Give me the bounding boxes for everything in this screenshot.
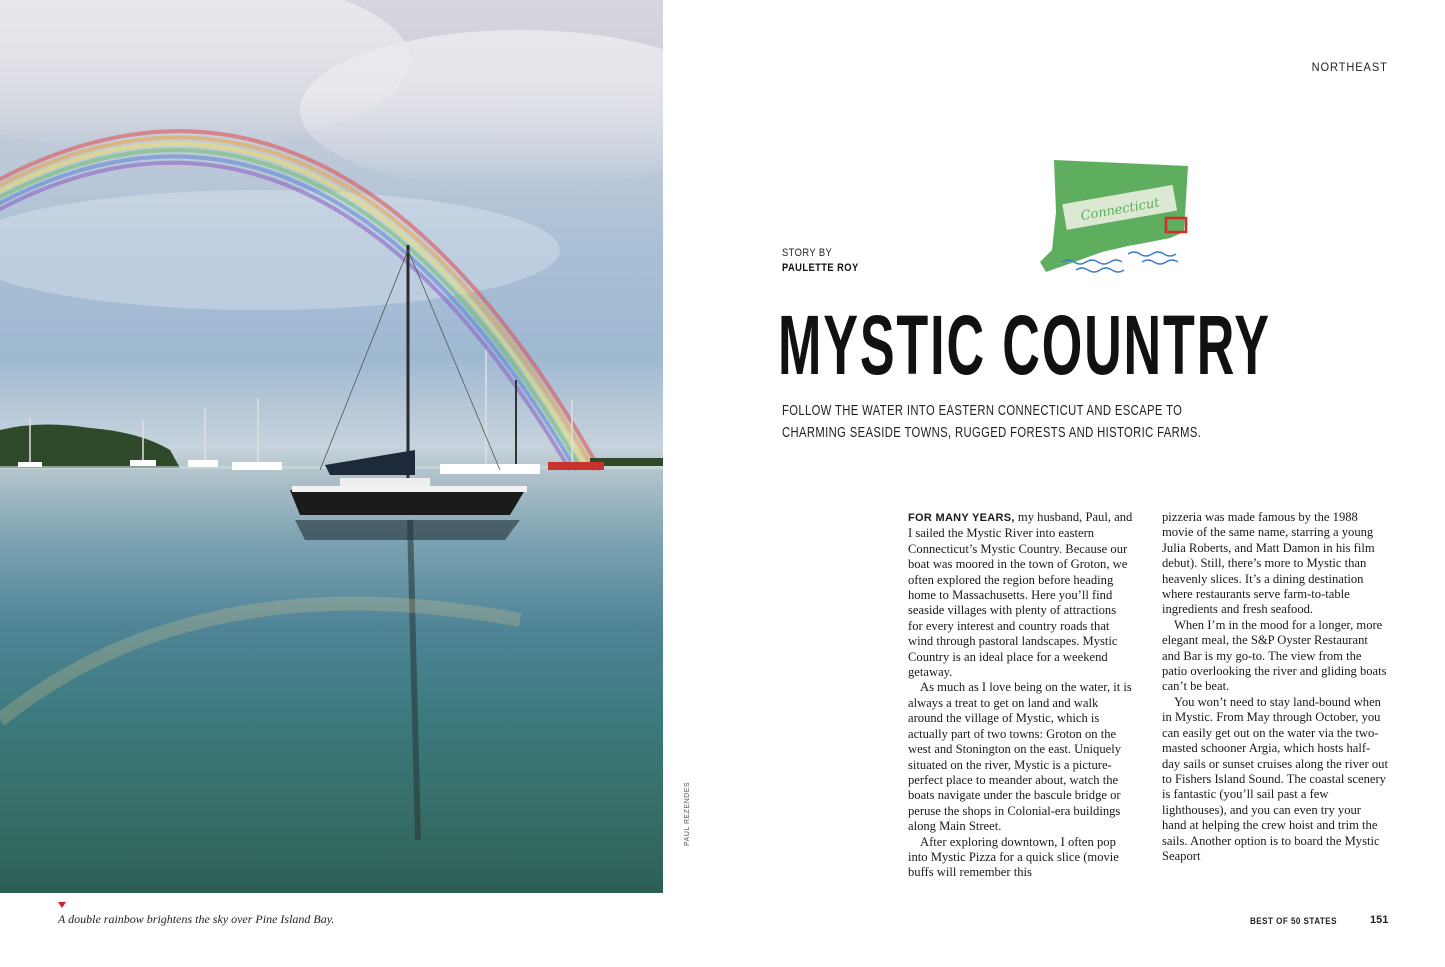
article-dek: FOLLOW THE WATER INTO EASTERN CONNECTICUT AND ESCAPE TO CHARMING SEASIDE TOWNS, RUGGED FORESTS AND HISTORIC FARMS. [782,402,1202,441]
harbor-rainbow-illustration [0,0,663,893]
article-column-2 [1162,510,1388,864]
body-paragraph: FOR MANY YEARS, my husband, Paul, and I sailed the Mystic River into eastern Connecticut’s Mystic Country. Because our boat was moored in the town of Groton, we often explored the region before heading home to Massachusetts. Here you’ll find seaside villages with plenty of attractions for every interest and country roads that wind through pastoral landscapes. Mystic Country is an ideal place for a weekend getaway. [908,510,1133,680]
caption-marker-icon [58,902,66,908]
body-paragraph: You won’t need to stay land-bound when in Mystic. From May through October, you can easily get out on the water via the two-masted schooner Argia, which hosts half-day sails or sunset cruises along the river out to Fishers Island Sound. The coastal scenery is fantastic (you’ll sail past a few lighthouses), and you can even try your hand at helping the crew hoist and trim the sails. Another option is to board the Mystic Seaport [1162,694,1388,863]
body-paragraph: When I’m in the mood for a longer, more elegant meal, the S&P Oyster Restaurant and Bar is my go-to. The view from the patio overlooking the river and gliding boats can’t be beat. [1162,617,1387,694]
connecticut-map-illustration [1032,154,1197,280]
section-label: NORTHEAST [1311,60,1388,74]
byline-label: STORY BY [782,247,833,259]
body-paragraph: After exploring downtown, I often pop into Mystic Pizza for a quick slice (movie buffs will remember this [908,834,1119,880]
article-title: MYSTIC COUNTRY [778,298,1271,392]
article-column-1 [908,510,1133,881]
body-paragraph: As much as I love being on the water, it is always a treat to get on land and walk around the village of Mystic, which is actually part of two towns: Groton on the west and Stonington on the east. Uniquely situated on the river, Mystic is a picture-perfect place to meander about, watch the boats navigate under the bascule bridge or peruse the shops in Colonial-era buildings along Main Street. [908,680,1132,834]
map-state-label: Connecticut [1079,195,1161,225]
byline-author: PAULETTE ROY [782,262,859,274]
page-number: 151 [1370,914,1389,926]
photo-credit: PAUL REZENDES [684,781,691,846]
publication-name: BEST OF 50 STATES [1250,916,1338,926]
lead-in: FOR MANY YEARS, [908,512,1015,524]
photo-caption: A double rainbow brightens the sky over Pine Island Bay. [58,912,335,926]
body-paragraph: pizzeria was made famous by the 1988 movie of the same name, starring a young Julia Roberts, and Matt Damon in his film debut). Still, there’s more to Mystic than heavenly slices. It’s a dining destination where restaurants serve farm-to-table ingredients and fresh seafood. [1162,510,1375,617]
hero-photo [0,0,663,893]
